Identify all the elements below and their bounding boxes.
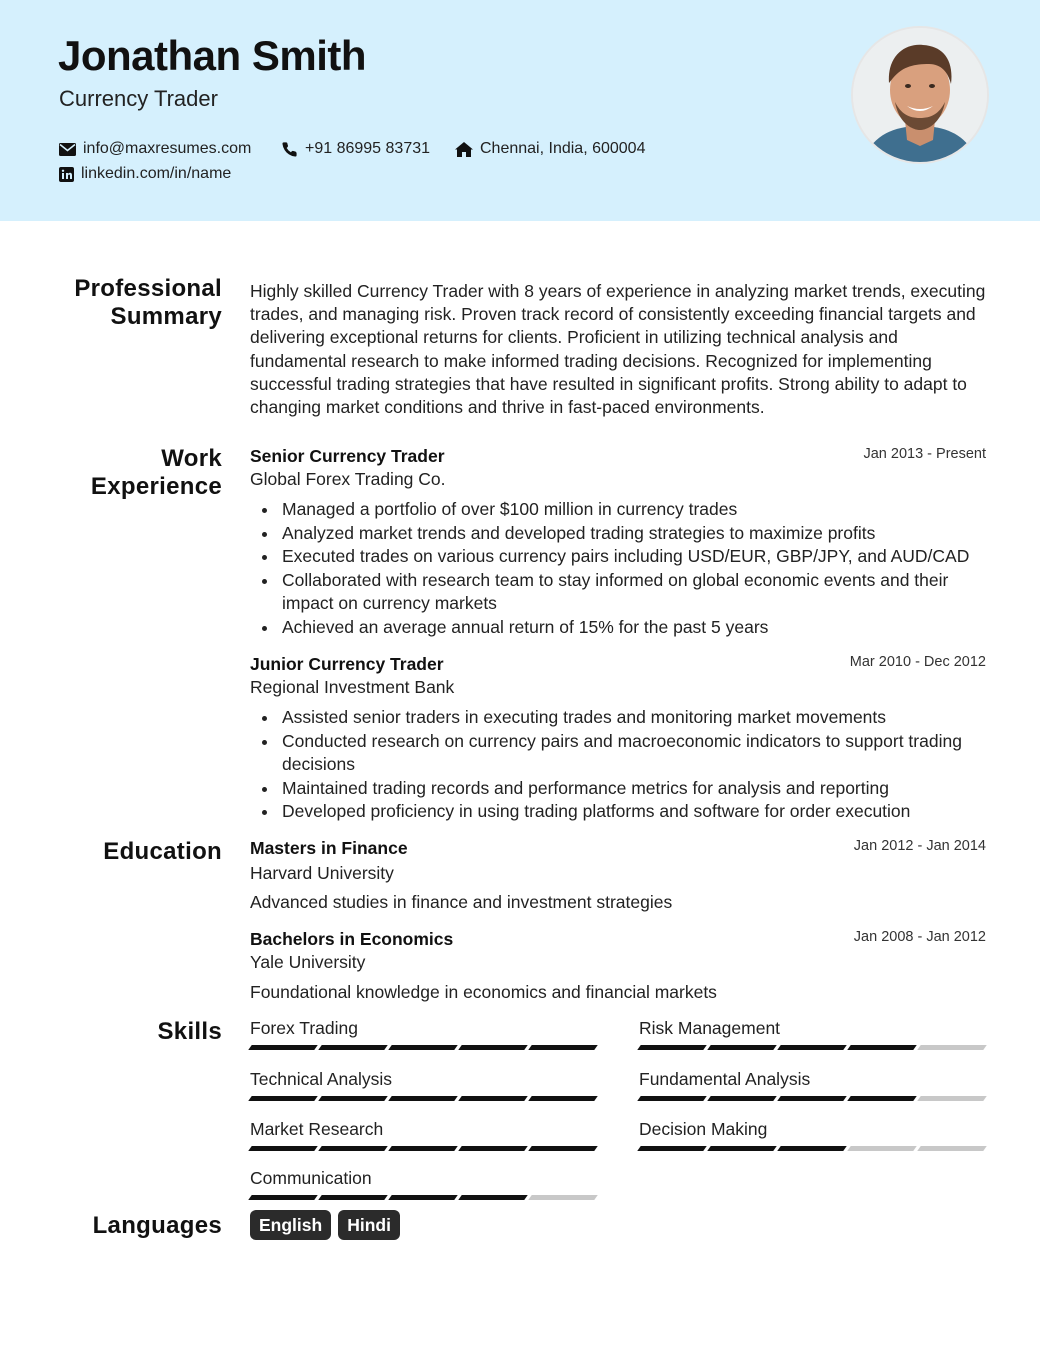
job-dates: Jan 2013 - Present xyxy=(863,446,986,462)
degree-title: Bachelors in Economics xyxy=(250,929,454,949)
skill-level-segment xyxy=(707,1045,777,1050)
language-list xyxy=(250,1210,400,1240)
envelope-icon xyxy=(59,143,76,156)
profile-photo xyxy=(851,26,989,164)
skill-level-segment xyxy=(847,1045,917,1050)
skill-level-segment xyxy=(318,1045,388,1050)
email-text: info@maxresumes.com xyxy=(83,140,252,157)
skill-level-segment xyxy=(248,1045,318,1050)
skill-level-segment xyxy=(458,1045,528,1050)
skill-level-segment xyxy=(388,1096,458,1101)
list-item: Assisted senior traders in executing trades and monitoring market movements xyxy=(250,706,990,730)
job-title: Junior Currency Trader xyxy=(250,654,444,674)
home-icon xyxy=(455,142,473,157)
skill-level-bar xyxy=(250,1195,598,1200)
skill-level-segment xyxy=(917,1146,987,1151)
skill-level-segment xyxy=(847,1096,917,1101)
summary-heading xyxy=(74,275,222,331)
skill-level-segment xyxy=(637,1096,707,1101)
job-title: Senior Currency Trader xyxy=(250,446,445,466)
skill-name: Market Research xyxy=(250,1119,384,1139)
skill-level-bar xyxy=(250,1045,598,1050)
skill-item xyxy=(639,1069,987,1101)
school-name: Yale University xyxy=(250,952,366,972)
skill-level-segment xyxy=(388,1195,458,1200)
education-description: Foundational knowledge in economics and financial markets xyxy=(250,982,717,1002)
skill-level-segment xyxy=(777,1146,847,1151)
skill-level-segment xyxy=(528,1096,598,1101)
list-item: Executed trades on various currency pairs including USD/EUR, GBP/JPY, and AUD/CAD xyxy=(250,545,990,569)
experience-heading-line1: Work xyxy=(161,445,222,472)
candidate-name: Jonathan Smith xyxy=(58,32,367,79)
list-item: Analyzed market trends and developed trading strategies to maximize profits xyxy=(250,522,990,546)
skill-name: Risk Management xyxy=(639,1018,781,1038)
skill-name: Decision Making xyxy=(639,1119,768,1139)
linkedin-icon xyxy=(59,167,74,182)
job-dates: Mar 2010 - Dec 2012 xyxy=(849,654,986,670)
job-company: Regional Investment Bank xyxy=(250,677,455,697)
phone-contact[interactable] xyxy=(281,140,430,158)
skill-item xyxy=(250,1018,598,1050)
list-item: Managed a portfolio of over $100 million in currency trades xyxy=(250,498,990,522)
phone-icon xyxy=(281,141,298,158)
job-bullets xyxy=(250,706,990,824)
skill-name: Technical Analysis xyxy=(250,1069,393,1089)
list-item: Achieved an average annual return of 15% for the past 5 years xyxy=(250,616,990,640)
job-company: Global Forex Trading Co. xyxy=(250,469,446,489)
skill-level-segment xyxy=(248,1146,318,1151)
list-item: Maintained trading records and performance metrics for analysis and reporting xyxy=(250,777,990,801)
skill-level-segment xyxy=(528,1146,598,1151)
skill-level-segment xyxy=(528,1045,598,1050)
list-item: Conducted research on currency pairs and macroeconomic indicators to support trading decisions xyxy=(250,730,990,777)
skill-level-segment xyxy=(248,1096,318,1101)
skill-level-segment xyxy=(917,1045,987,1050)
skill-level-segment xyxy=(248,1195,318,1200)
skill-level-segment xyxy=(318,1146,388,1151)
summary-text: Highly skilled Currency Trader with 8 years of experience in analyzing market trends, executing trades, and managing risk. Proven track record of consistently exceeding financial targets and delivering exceptional returns for clients. Proficient in utilizing technical analysis and fundamental research to make informed trading decisions. Recognized for implementing successful trading strategies that have resulted in significant profits. Strong ability to adapt to changing market conditions and thrive in fast-paced environments. xyxy=(250,281,986,418)
skill-name: Communication xyxy=(250,1168,372,1188)
job-bullets xyxy=(250,498,990,640)
skill-level-segment xyxy=(458,1146,528,1151)
skill-level-segment xyxy=(528,1195,598,1200)
summary-heading-line2: Summary xyxy=(110,303,222,330)
location-contact xyxy=(455,140,645,158)
skill-name: Forex Trading xyxy=(250,1018,358,1038)
skill-name: Fundamental Analysis xyxy=(639,1069,811,1089)
skill-level-segment xyxy=(637,1045,707,1050)
skill-level-segment xyxy=(458,1195,528,1200)
skill-level-segment xyxy=(318,1096,388,1101)
skill-level-bar xyxy=(250,1146,598,1151)
language-badge: English xyxy=(250,1210,331,1240)
languages-heading: Languages xyxy=(92,1212,222,1239)
skill-level-segment xyxy=(777,1096,847,1101)
header-banner xyxy=(0,0,1040,221)
skill-level-segment xyxy=(637,1146,707,1151)
skill-item xyxy=(639,1119,987,1151)
skill-item xyxy=(639,1018,987,1050)
phone-text: +91 86995 83731 xyxy=(305,140,431,157)
skill-level-segment xyxy=(917,1096,987,1101)
education-dates: Jan 2008 - Jan 2012 xyxy=(853,929,986,945)
skill-level-segment xyxy=(318,1195,388,1200)
skill-level-segment xyxy=(388,1146,458,1151)
experience-heading xyxy=(91,445,222,501)
email-contact[interactable] xyxy=(59,140,251,158)
candidate-role: Currency Trader xyxy=(59,86,218,111)
skill-item xyxy=(250,1119,598,1151)
skill-level-segment xyxy=(458,1096,528,1101)
skill-item xyxy=(250,1168,598,1200)
skill-level-bar xyxy=(250,1096,598,1101)
skill-item xyxy=(250,1069,598,1101)
linkedin-contact[interactable] xyxy=(59,165,231,183)
location-text: Chennai, India, 600004 xyxy=(480,140,646,157)
experience-heading-line2: Experience xyxy=(90,473,222,500)
skill-level-segment xyxy=(388,1045,458,1050)
summary-heading-line1: Professional xyxy=(74,275,222,302)
list-item: Developed proficiency in using trading platforms and software for order execution xyxy=(250,800,990,824)
skill-level-bar xyxy=(639,1096,987,1101)
school-name: Harvard University xyxy=(250,863,394,883)
list-item: Collaborated with research team to stay informed on global economic events and their impact on currency markets xyxy=(250,569,990,616)
skill-level-segment xyxy=(847,1146,917,1151)
skill-level-segment xyxy=(777,1045,847,1050)
linkedin-text: linkedin.com/in/name xyxy=(81,165,232,182)
skills-heading: Skills xyxy=(157,1018,222,1045)
skill-level-bar xyxy=(639,1146,987,1151)
language-badge: Hindi xyxy=(338,1210,400,1240)
degree-title: Masters in Finance xyxy=(250,838,408,858)
education-heading: Education xyxy=(103,838,222,865)
education-dates: Jan 2012 - Jan 2014 xyxy=(853,838,986,854)
skill-level-segment xyxy=(707,1096,777,1101)
education-description: Advanced studies in finance and investment strategies xyxy=(250,892,673,912)
skill-level-segment xyxy=(707,1146,777,1151)
skill-level-bar xyxy=(639,1045,987,1050)
